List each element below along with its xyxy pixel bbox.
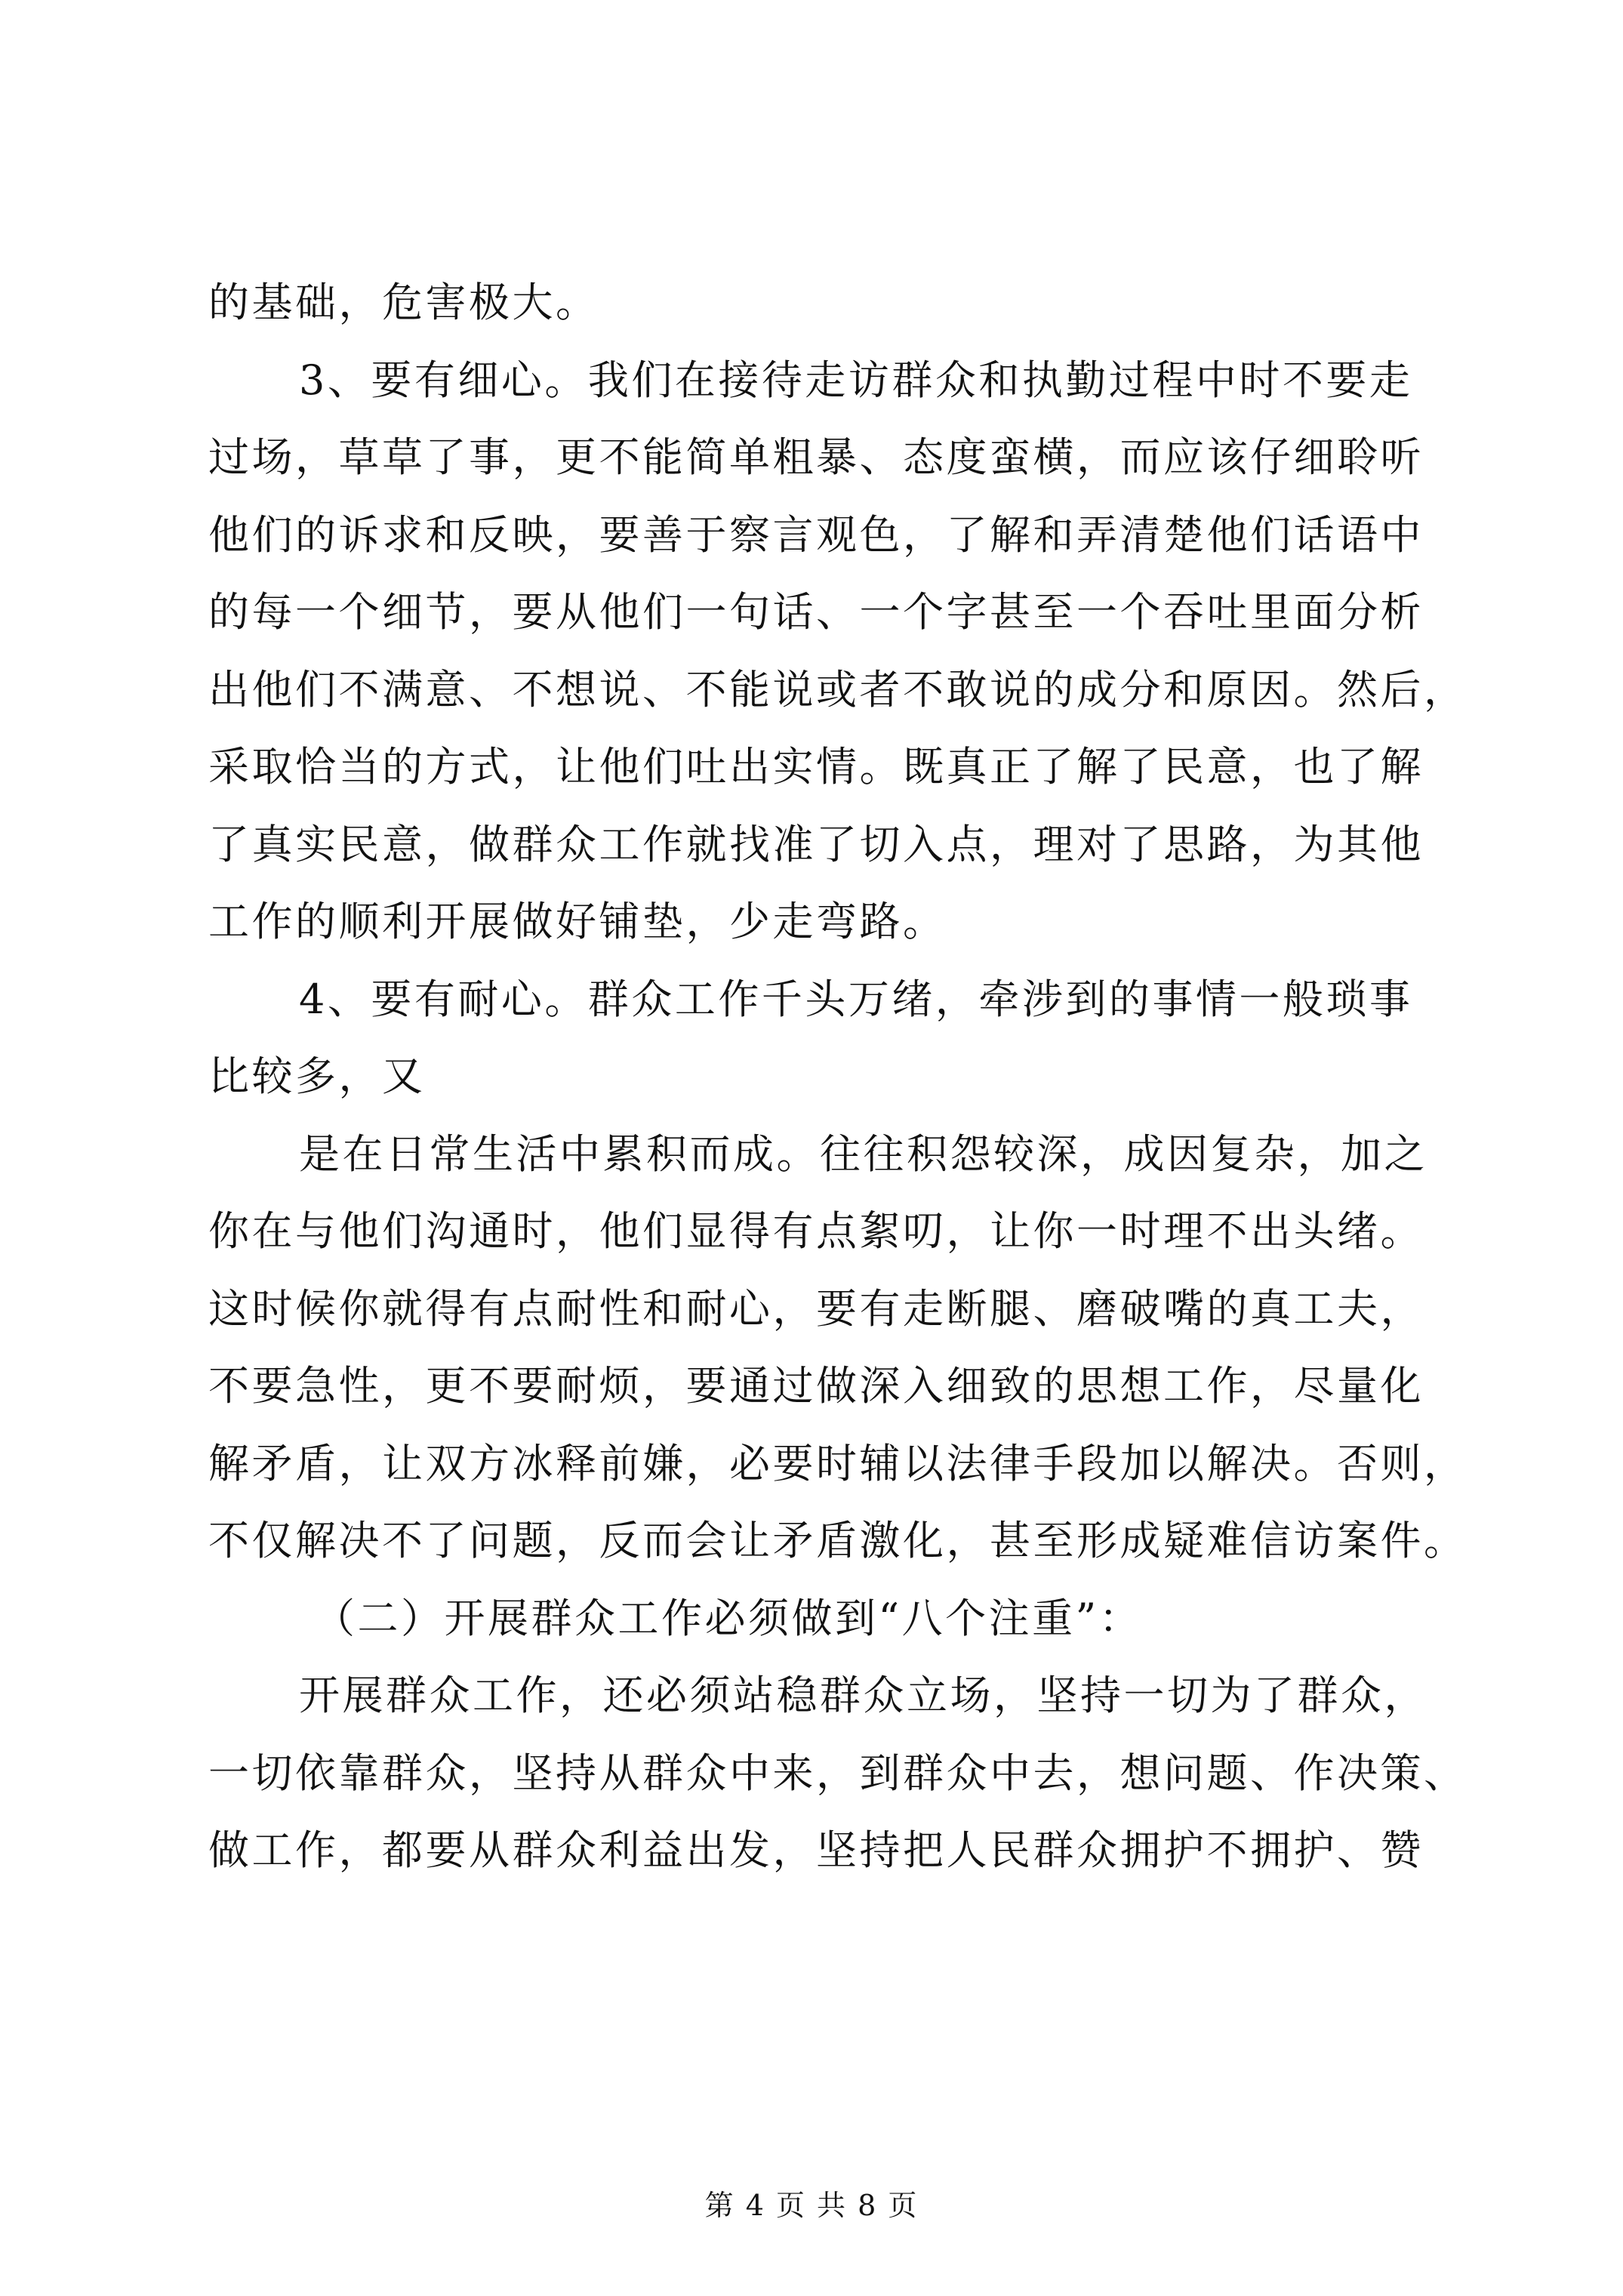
section-heading: （二）开展群众工作必须做到“八个注重”： bbox=[314, 1594, 1143, 1642]
text-line: 的基础，危害极大。 bbox=[208, 279, 599, 326]
text-line: 比较多，又 bbox=[208, 1052, 426, 1100]
text-line: 出他们不满意、不想说、不能说或者不敢说的成分和原因。然后， bbox=[208, 665, 1467, 713]
text-line: 的每一个细节，要从他们一句话、一个字甚至一个吞吐里面分析 bbox=[208, 588, 1424, 636]
text-line: 做工作，都要从群众利益出发，坚持把人民群众拥护不拥护、赞 bbox=[208, 1826, 1424, 1874]
text-line: 3、要有细心。我们在接待走访群众和执勤过程中时不要走 bbox=[299, 356, 1413, 404]
text-line: 过场，草草了事，更不能简单粗暴、态度蛮横，而应该仔细聆听 bbox=[208, 433, 1424, 481]
text-line: 是在日常生活中累积而成。往往积怨较深，成因复杂，加之 bbox=[299, 1130, 1427, 1178]
text-line: 不要急性，更不要耐烦，要通过做深入细致的思想工作，尽量化 bbox=[208, 1362, 1424, 1410]
text-line: 解矛盾，让双方冰释前嫌，必要时辅以法律手段加以解决。否则， bbox=[208, 1439, 1467, 1487]
body-text bbox=[208, 264, 1467, 1890]
text-line: 你在与他们沟通时，他们显得有点絮叨，让你一时理不出头绪。 bbox=[208, 1207, 1424, 1255]
text-line: 他们的诉求和反映，要善于察言观色，了解和弄清楚他们话语中 bbox=[208, 510, 1424, 559]
page-number-footer: 第 4 页 共 8 页 bbox=[704, 2189, 919, 2222]
text-line: 4、要有耐心。群众工作千头万绪，牵涉到的事情一般琐事 bbox=[299, 975, 1413, 1023]
text-line: 了真实民意，做群众工作就找准了切入点，理对了思路，为其他 bbox=[208, 820, 1424, 868]
text-line: 采取恰当的方式，让他们吐出实情。既真正了解了民意，也了解 bbox=[208, 743, 1424, 791]
text-line: 开展群众工作，还必须站稳群众立场，坚持一切为了群众， bbox=[299, 1672, 1427, 1719]
text-line: 工作的顺利开展做好铺垫，少走弯路。 bbox=[208, 898, 947, 945]
text-line: 一切依靠群众，坚持从群众中来，到群众中去，想问题、作决策、 bbox=[208, 1749, 1467, 1797]
text-line: 不仅解决不了问题，反而会让矛盾激化，甚至形成疑难信访案件。 bbox=[208, 1517, 1467, 1564]
text-line: 这时候你就得有点耐性和耐心，要有走断腿、磨破嘴的真工夫， bbox=[208, 1284, 1424, 1333]
